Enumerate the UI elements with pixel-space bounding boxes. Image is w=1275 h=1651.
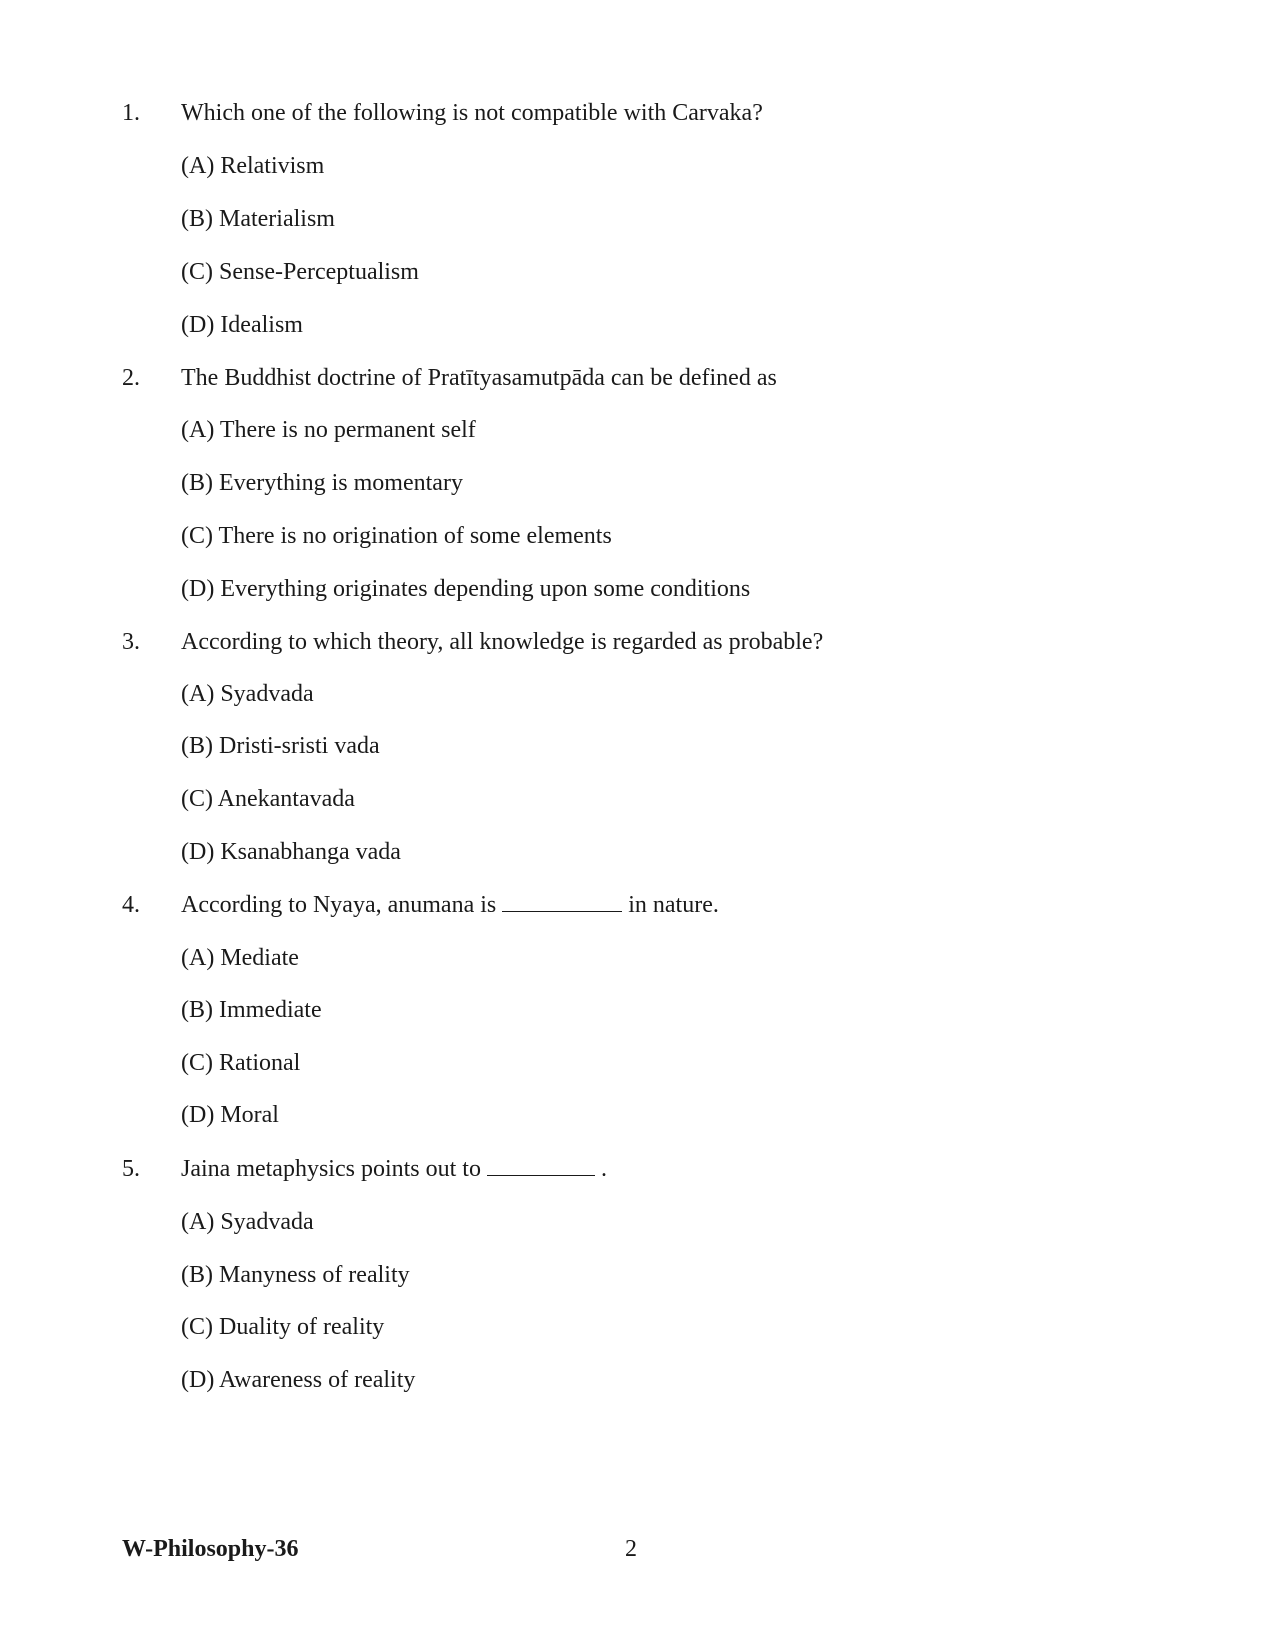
question-2-option-d: (D) Everything originates depending upon some conditions <box>181 576 751 602</box>
question-1-option-b: (B) Materialism <box>181 206 335 232</box>
question-3-option-b: (B) Dristi-sristi vada <box>181 733 380 759</box>
question-4-blank <box>502 910 622 912</box>
question-5-option-a: (A) Syadvada <box>181 1209 314 1235</box>
question-5-option-d: (D) Awareness of reality <box>181 1367 416 1393</box>
question-5-text <box>181 1154 607 1184</box>
question-5-number: 5. <box>122 1156 140 1182</box>
footer-page-number: 2 <box>625 1536 637 1562</box>
question-1-text: Which one of the following is not compatible with Carvaka? <box>181 100 763 126</box>
question-2-option-a: (A) There is no permanent self <box>181 417 476 443</box>
question-5-text-before: Jaina metaphysics points out to <box>181 1156 481 1182</box>
question-2-text: The Buddhist doctrine of Pratītyasamutpāda can be defined as <box>181 365 777 391</box>
question-1-option-a: (A) Relativism <box>181 153 325 179</box>
question-4-option-c: (C) Rational <box>181 1050 301 1076</box>
question-5-text-after: . <box>600 1156 607 1182</box>
question-2-option-c: (C) There is no origination of some elements <box>181 523 612 549</box>
question-5-option-b: (B) Manyness of reality <box>181 1262 410 1288</box>
question-5-option-c: (C) Duality of reality <box>181 1314 385 1340</box>
question-3-option-a: (A) Syadvada <box>181 681 314 707</box>
question-3-number: 3. <box>122 629 140 655</box>
question-4-text-after: in nature. <box>628 892 719 918</box>
question-2-number: 2. <box>122 365 140 391</box>
question-4-option-d: (D) Moral <box>181 1102 279 1128</box>
question-3-option-d: (D) Ksanabhanga vada <box>181 839 401 865</box>
question-4-option-a: (A) Mediate <box>181 945 299 971</box>
question-2-option-b: (B) Everything is momentary <box>181 470 463 496</box>
question-4-number: 4. <box>122 892 140 918</box>
question-3-option-c: (C) Anekantavada <box>181 786 355 812</box>
question-3-text: According to which theory, all knowledge is regarded as probable? <box>181 629 824 655</box>
question-1-option-d: (D) Idealism <box>181 312 303 338</box>
question-1-option-c: (C) Sense-Perceptualism <box>181 259 419 285</box>
question-4-text <box>181 890 719 920</box>
question-5-blank <box>487 1174 595 1176</box>
question-1-number: 1. <box>122 100 140 126</box>
question-4-option-b: (B) Immediate <box>181 997 322 1023</box>
footer-paper-code: W-Philosophy-36 <box>122 1536 299 1562</box>
question-4-text-before: According to Nyaya, anumana is <box>181 892 497 918</box>
